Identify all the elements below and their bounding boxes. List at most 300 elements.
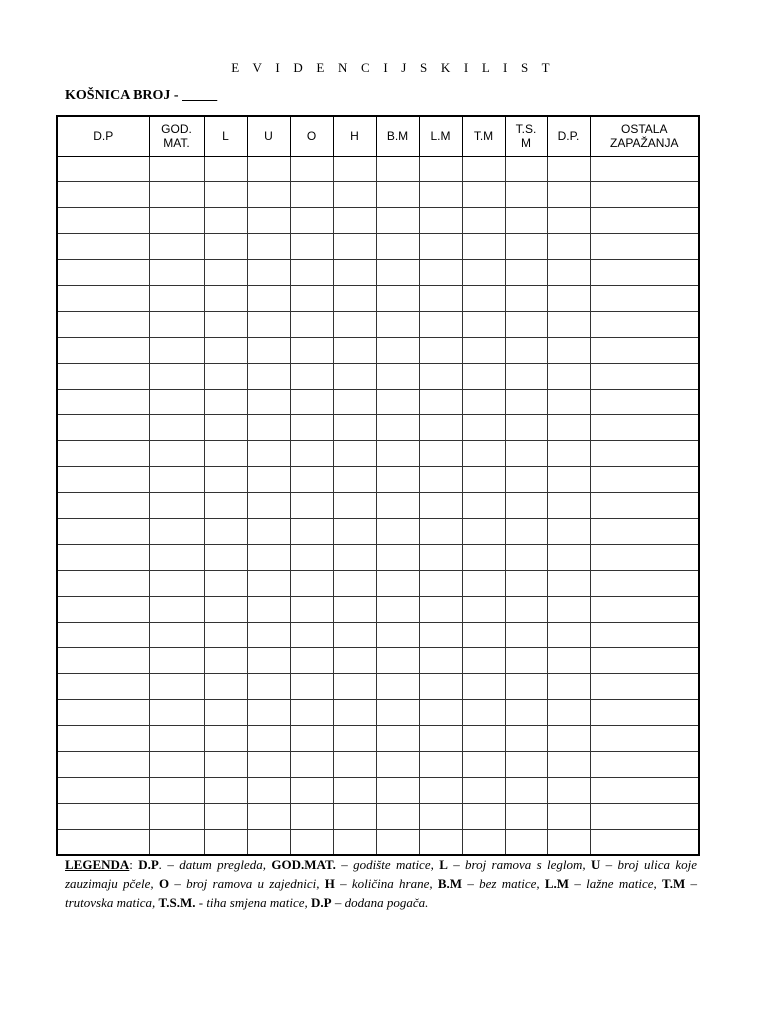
table-cell[interactable] — [57, 829, 149, 855]
table-cell[interactable] — [290, 700, 333, 726]
table-cell[interactable] — [247, 518, 290, 544]
table-cell[interactable] — [419, 674, 462, 700]
table-cell[interactable] — [57, 648, 149, 674]
table-cell[interactable] — [57, 596, 149, 622]
table-cell[interactable] — [590, 544, 699, 570]
table-cell[interactable] — [590, 156, 699, 182]
table-cell[interactable] — [204, 337, 247, 363]
table-cell[interactable] — [333, 622, 376, 648]
table-cell[interactable] — [590, 518, 699, 544]
table-cell[interactable] — [333, 285, 376, 311]
table-cell[interactable] — [376, 363, 419, 389]
table-cell[interactable] — [57, 260, 149, 286]
table-cell[interactable] — [590, 208, 699, 234]
table-cell[interactable] — [204, 182, 247, 208]
table-cell[interactable] — [376, 596, 419, 622]
table-cell[interactable] — [247, 441, 290, 467]
table-cell[interactable] — [204, 777, 247, 803]
table-cell[interactable] — [505, 803, 547, 829]
table-cell[interactable] — [419, 726, 462, 752]
table-cell[interactable] — [376, 751, 419, 777]
table-cell[interactable] — [419, 311, 462, 337]
table-cell[interactable] — [290, 648, 333, 674]
table-cell[interactable] — [57, 467, 149, 493]
table-cell[interactable] — [419, 441, 462, 467]
table-cell[interactable] — [290, 311, 333, 337]
table-cell[interactable] — [376, 182, 419, 208]
hive-number-blank[interactable]: _____ — [182, 88, 218, 103]
table-cell[interactable] — [290, 596, 333, 622]
table-cell[interactable] — [547, 700, 590, 726]
table-cell[interactable] — [57, 700, 149, 726]
table-cell[interactable] — [590, 415, 699, 441]
table-cell[interactable] — [57, 777, 149, 803]
table-cell[interactable] — [290, 829, 333, 855]
table-cell[interactable] — [547, 311, 590, 337]
table-cell[interactable] — [204, 363, 247, 389]
table-cell[interactable] — [505, 285, 547, 311]
table-cell[interactable] — [204, 311, 247, 337]
table-cell[interactable] — [333, 234, 376, 260]
table-cell[interactable] — [376, 777, 419, 803]
table-cell[interactable] — [547, 285, 590, 311]
table-cell[interactable] — [547, 234, 590, 260]
table-cell[interactable] — [333, 156, 376, 182]
table-cell[interactable] — [333, 777, 376, 803]
table-cell[interactable] — [149, 337, 204, 363]
table-cell[interactable] — [547, 208, 590, 234]
table-cell[interactable] — [57, 441, 149, 467]
table-cell[interactable] — [376, 493, 419, 519]
table-cell[interactable] — [57, 311, 149, 337]
table-cell[interactable] — [590, 674, 699, 700]
table-cell[interactable] — [333, 415, 376, 441]
table-cell[interactable] — [590, 648, 699, 674]
table-cell[interactable] — [57, 493, 149, 519]
table-cell[interactable] — [590, 234, 699, 260]
table-cell[interactable] — [376, 544, 419, 570]
table-cell[interactable] — [462, 311, 505, 337]
table-cell[interactable] — [505, 493, 547, 519]
table-cell[interactable] — [419, 389, 462, 415]
table-cell[interactable] — [290, 674, 333, 700]
table-cell[interactable] — [505, 441, 547, 467]
table-cell[interactable] — [376, 441, 419, 467]
table-cell[interactable] — [57, 674, 149, 700]
table-cell[interactable] — [462, 829, 505, 855]
table-cell[interactable] — [505, 700, 547, 726]
table-cell[interactable] — [333, 726, 376, 752]
table-cell[interactable] — [590, 700, 699, 726]
table-cell[interactable] — [290, 467, 333, 493]
table-cell[interactable] — [505, 156, 547, 182]
table-cell[interactable] — [547, 260, 590, 286]
table-cell[interactable] — [462, 596, 505, 622]
table-cell[interactable] — [290, 544, 333, 570]
table-cell[interactable] — [419, 182, 462, 208]
table-cell[interactable] — [462, 337, 505, 363]
table-cell[interactable] — [376, 285, 419, 311]
table-cell[interactable] — [505, 777, 547, 803]
table-cell[interactable] — [204, 751, 247, 777]
table-cell[interactable] — [505, 829, 547, 855]
table-cell[interactable] — [149, 777, 204, 803]
table-cell[interactable] — [505, 518, 547, 544]
table-cell[interactable] — [247, 156, 290, 182]
table-cell[interactable] — [247, 648, 290, 674]
table-cell[interactable] — [333, 208, 376, 234]
table-cell[interactable] — [376, 311, 419, 337]
table-cell[interactable] — [547, 389, 590, 415]
table-cell[interactable] — [204, 544, 247, 570]
table-cell[interactable] — [376, 829, 419, 855]
table-cell[interactable] — [462, 648, 505, 674]
table-cell[interactable] — [462, 467, 505, 493]
table-cell[interactable] — [57, 622, 149, 648]
table-cell[interactable] — [505, 260, 547, 286]
table-cell[interactable] — [590, 596, 699, 622]
table-cell[interactable] — [290, 415, 333, 441]
table-cell[interactable] — [204, 234, 247, 260]
table-cell[interactable] — [204, 493, 247, 519]
table-cell[interactable] — [204, 570, 247, 596]
table-cell[interactable] — [333, 182, 376, 208]
table-cell[interactable] — [590, 182, 699, 208]
table-cell[interactable] — [419, 467, 462, 493]
table-cell[interactable] — [462, 415, 505, 441]
table-cell[interactable] — [149, 518, 204, 544]
table-cell[interactable] — [419, 234, 462, 260]
table-cell[interactable] — [505, 311, 547, 337]
table-cell[interactable] — [57, 363, 149, 389]
table-cell[interactable] — [462, 285, 505, 311]
table-cell[interactable] — [376, 726, 419, 752]
table-cell[interactable] — [149, 493, 204, 519]
table-cell[interactable] — [204, 389, 247, 415]
table-cell[interactable] — [149, 363, 204, 389]
table-cell[interactable] — [462, 622, 505, 648]
table-cell[interactable] — [419, 751, 462, 777]
table-cell[interactable] — [57, 751, 149, 777]
table-cell[interactable] — [462, 182, 505, 208]
table-cell[interactable] — [247, 570, 290, 596]
table-cell[interactable] — [57, 285, 149, 311]
table-cell[interactable] — [333, 518, 376, 544]
table-cell[interactable] — [149, 285, 204, 311]
table-cell[interactable] — [290, 285, 333, 311]
table-cell[interactable] — [290, 622, 333, 648]
table-cell[interactable] — [204, 829, 247, 855]
table-cell[interactable] — [247, 311, 290, 337]
table-cell[interactable] — [376, 518, 419, 544]
table-cell[interactable] — [290, 726, 333, 752]
table-cell[interactable] — [505, 751, 547, 777]
table-cell[interactable] — [462, 260, 505, 286]
table-cell[interactable] — [462, 700, 505, 726]
table-cell[interactable] — [505, 363, 547, 389]
table-cell[interactable] — [57, 389, 149, 415]
table-cell[interactable] — [590, 260, 699, 286]
table-cell[interactable] — [462, 441, 505, 467]
table-cell[interactable] — [333, 648, 376, 674]
table-cell[interactable] — [204, 441, 247, 467]
table-cell[interactable] — [149, 441, 204, 467]
table-cell[interactable] — [419, 337, 462, 363]
table-cell[interactable] — [247, 493, 290, 519]
table-cell[interactable] — [204, 156, 247, 182]
table-cell[interactable] — [204, 518, 247, 544]
table-cell[interactable] — [247, 777, 290, 803]
table-cell[interactable] — [419, 803, 462, 829]
table-cell[interactable] — [204, 674, 247, 700]
table-cell[interactable] — [547, 518, 590, 544]
table-cell[interactable] — [149, 234, 204, 260]
table-cell[interactable] — [149, 311, 204, 337]
table-cell[interactable] — [419, 415, 462, 441]
table-cell[interactable] — [57, 208, 149, 234]
table-cell[interactable] — [462, 751, 505, 777]
table-cell[interactable] — [333, 674, 376, 700]
table-cell[interactable] — [376, 622, 419, 648]
table-cell[interactable] — [547, 544, 590, 570]
table-cell[interactable] — [290, 156, 333, 182]
table-cell[interactable] — [376, 570, 419, 596]
table-cell[interactable] — [204, 622, 247, 648]
table-cell[interactable] — [590, 311, 699, 337]
table-cell[interactable] — [149, 751, 204, 777]
table-cell[interactable] — [462, 518, 505, 544]
table-cell[interactable] — [505, 208, 547, 234]
table-cell[interactable] — [462, 803, 505, 829]
table-cell[interactable] — [462, 156, 505, 182]
table-cell[interactable] — [547, 829, 590, 855]
table-cell[interactable] — [462, 208, 505, 234]
table-cell[interactable] — [149, 415, 204, 441]
table-cell[interactable] — [505, 337, 547, 363]
table-cell[interactable] — [290, 570, 333, 596]
table-cell[interactable] — [419, 260, 462, 286]
table-cell[interactable] — [419, 285, 462, 311]
table-cell[interactable] — [204, 285, 247, 311]
table-cell[interactable] — [333, 570, 376, 596]
table-cell[interactable] — [419, 596, 462, 622]
table-cell[interactable] — [462, 674, 505, 700]
table-cell[interactable] — [505, 622, 547, 648]
table-cell[interactable] — [204, 700, 247, 726]
table-cell[interactable] — [462, 570, 505, 596]
table-cell[interactable] — [290, 260, 333, 286]
table-cell[interactable] — [590, 777, 699, 803]
table-cell[interactable] — [57, 726, 149, 752]
table-cell[interactable] — [290, 493, 333, 519]
table-cell[interactable] — [376, 803, 419, 829]
table-cell[interactable] — [419, 700, 462, 726]
table-cell[interactable] — [547, 751, 590, 777]
table-cell[interactable] — [590, 467, 699, 493]
table-cell[interactable] — [247, 208, 290, 234]
table-cell[interactable] — [57, 570, 149, 596]
table-cell[interactable] — [290, 208, 333, 234]
table-cell[interactable] — [505, 182, 547, 208]
table-cell[interactable] — [376, 156, 419, 182]
table-cell[interactable] — [149, 726, 204, 752]
table-cell[interactable] — [547, 156, 590, 182]
table-cell[interactable] — [462, 389, 505, 415]
table-cell[interactable] — [247, 337, 290, 363]
table-cell[interactable] — [376, 208, 419, 234]
table-cell[interactable] — [290, 518, 333, 544]
table-cell[interactable] — [333, 493, 376, 519]
table-cell[interactable] — [247, 726, 290, 752]
table-cell[interactable] — [547, 622, 590, 648]
table-cell[interactable] — [505, 596, 547, 622]
table-cell[interactable] — [547, 570, 590, 596]
table-cell[interactable] — [419, 156, 462, 182]
table-cell[interactable] — [247, 182, 290, 208]
table-cell[interactable] — [376, 700, 419, 726]
table-cell[interactable] — [547, 777, 590, 803]
table-cell[interactable] — [247, 622, 290, 648]
table-cell[interactable] — [376, 415, 419, 441]
table-cell[interactable] — [376, 389, 419, 415]
table-cell[interactable] — [204, 467, 247, 493]
table-cell[interactable] — [247, 596, 290, 622]
table-cell[interactable] — [247, 751, 290, 777]
table-cell[interactable] — [505, 648, 547, 674]
table-cell[interactable] — [290, 441, 333, 467]
table-cell[interactable] — [247, 285, 290, 311]
table-cell[interactable] — [149, 208, 204, 234]
table-cell[interactable] — [333, 441, 376, 467]
table-cell[interactable] — [333, 311, 376, 337]
table-cell[interactable] — [333, 751, 376, 777]
table-cell[interactable] — [462, 726, 505, 752]
table-cell[interactable] — [204, 208, 247, 234]
table-cell[interactable] — [419, 208, 462, 234]
table-cell[interactable] — [247, 544, 290, 570]
table-cell[interactable] — [149, 182, 204, 208]
table-cell[interactable] — [290, 751, 333, 777]
table-cell[interactable] — [505, 234, 547, 260]
table-cell[interactable] — [247, 674, 290, 700]
table-cell[interactable] — [376, 648, 419, 674]
table-cell[interactable] — [462, 493, 505, 519]
table-cell[interactable] — [590, 829, 699, 855]
table-cell[interactable] — [290, 337, 333, 363]
table-cell[interactable] — [290, 389, 333, 415]
table-cell[interactable] — [57, 234, 149, 260]
table-cell[interactable] — [547, 467, 590, 493]
table-cell[interactable] — [290, 182, 333, 208]
table-cell[interactable] — [419, 363, 462, 389]
table-cell[interactable] — [247, 467, 290, 493]
table-cell[interactable] — [462, 777, 505, 803]
table-cell[interactable] — [547, 337, 590, 363]
table-cell[interactable] — [149, 544, 204, 570]
table-cell[interactable] — [333, 596, 376, 622]
table-cell[interactable] — [547, 493, 590, 519]
table-cell[interactable] — [247, 389, 290, 415]
table-cell[interactable] — [204, 726, 247, 752]
table-cell[interactable] — [590, 493, 699, 519]
table-cell[interactable] — [547, 674, 590, 700]
table-cell[interactable] — [290, 234, 333, 260]
table-cell[interactable] — [204, 803, 247, 829]
table-cell[interactable] — [149, 596, 204, 622]
table-cell[interactable] — [149, 622, 204, 648]
table-cell[interactable] — [57, 182, 149, 208]
table-cell[interactable] — [547, 363, 590, 389]
table-cell[interactable] — [462, 544, 505, 570]
table-cell[interactable] — [376, 234, 419, 260]
table-cell[interactable] — [505, 570, 547, 596]
table-cell[interactable] — [333, 803, 376, 829]
table-cell[interactable] — [57, 156, 149, 182]
table-cell[interactable] — [419, 622, 462, 648]
table-cell[interactable] — [333, 700, 376, 726]
table-cell[interactable] — [247, 700, 290, 726]
table-cell[interactable] — [590, 622, 699, 648]
table-cell[interactable] — [333, 260, 376, 286]
table-cell[interactable] — [290, 803, 333, 829]
table-cell[interactable] — [149, 389, 204, 415]
table-cell[interactable] — [247, 415, 290, 441]
table-cell[interactable] — [149, 674, 204, 700]
table-cell[interactable] — [590, 337, 699, 363]
table-cell[interactable] — [149, 829, 204, 855]
table-cell[interactable] — [462, 234, 505, 260]
table-cell[interactable] — [505, 389, 547, 415]
table-cell[interactable] — [590, 751, 699, 777]
table-cell[interactable] — [547, 441, 590, 467]
table-cell[interactable] — [57, 415, 149, 441]
table-cell[interactable] — [590, 803, 699, 829]
table-cell[interactable] — [419, 544, 462, 570]
table-cell[interactable] — [57, 337, 149, 363]
table-cell[interactable] — [247, 803, 290, 829]
table-cell[interactable] — [149, 648, 204, 674]
table-cell[interactable] — [333, 544, 376, 570]
table-cell[interactable] — [290, 777, 333, 803]
table-cell[interactable] — [419, 518, 462, 544]
table-cell[interactable] — [547, 726, 590, 752]
table-cell[interactable] — [590, 363, 699, 389]
table-cell[interactable] — [376, 260, 419, 286]
table-cell[interactable] — [419, 570, 462, 596]
table-cell[interactable] — [590, 389, 699, 415]
table-cell[interactable] — [590, 570, 699, 596]
table-cell[interactable] — [333, 829, 376, 855]
table-cell[interactable] — [547, 415, 590, 441]
table-cell[interactable] — [247, 234, 290, 260]
table-cell[interactable] — [590, 441, 699, 467]
table-cell[interactable] — [505, 726, 547, 752]
table-cell[interactable] — [547, 648, 590, 674]
table-cell[interactable] — [149, 260, 204, 286]
table-cell[interactable] — [505, 415, 547, 441]
table-cell[interactable] — [57, 803, 149, 829]
table-cell[interactable] — [290, 363, 333, 389]
table-cell[interactable] — [149, 803, 204, 829]
table-cell[interactable] — [505, 467, 547, 493]
table-cell[interactable] — [149, 467, 204, 493]
table-cell[interactable] — [376, 467, 419, 493]
table-cell[interactable] — [204, 260, 247, 286]
table-cell[interactable] — [419, 493, 462, 519]
table-cell[interactable] — [419, 777, 462, 803]
table-cell[interactable] — [247, 363, 290, 389]
table-cell[interactable] — [376, 674, 419, 700]
